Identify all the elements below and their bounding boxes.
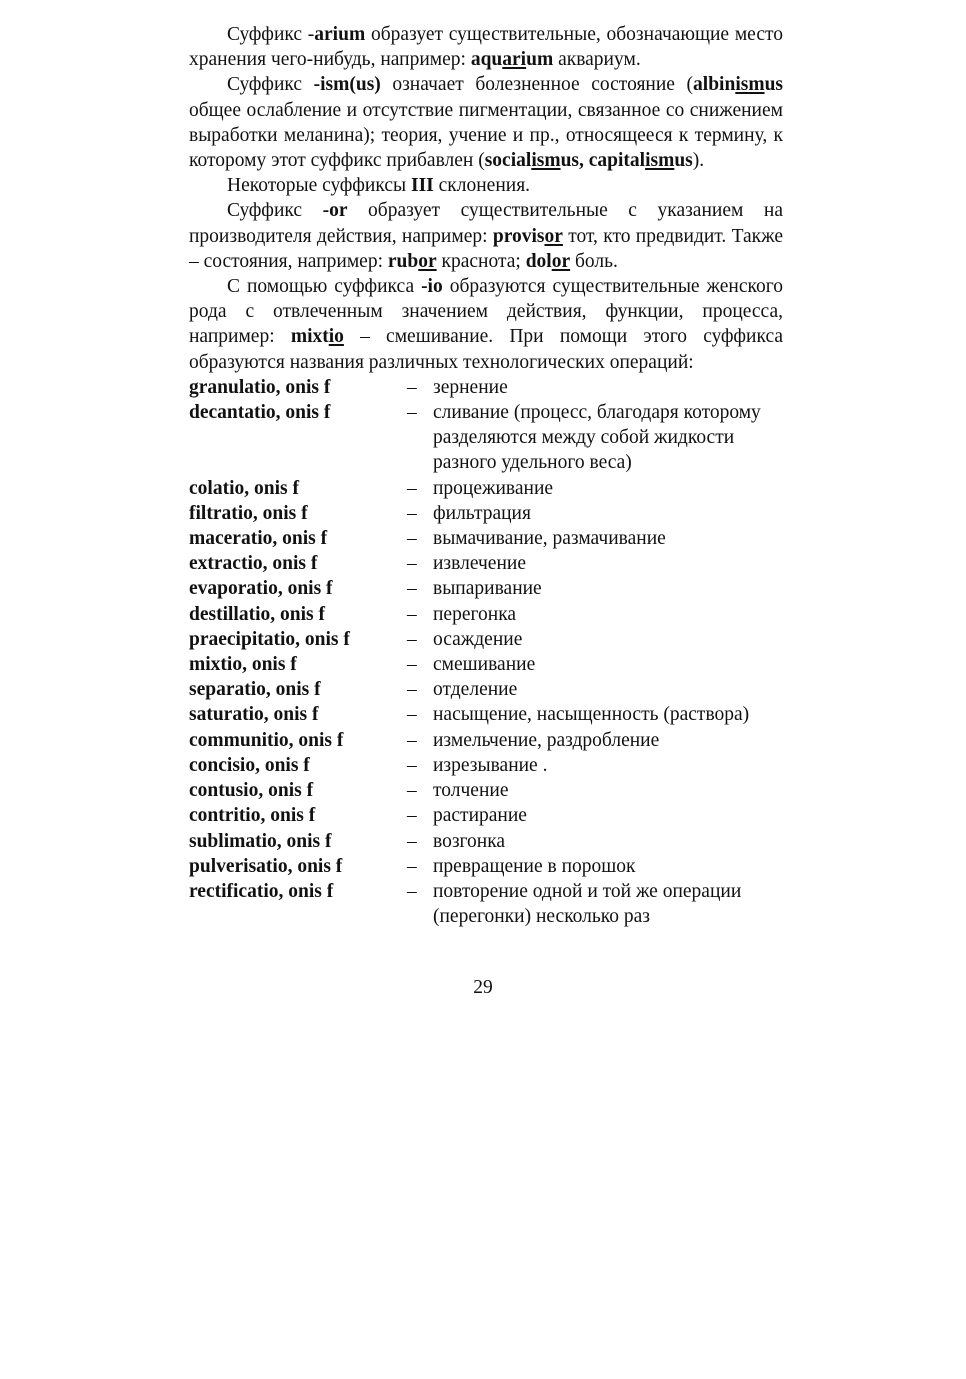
text-run: означает болезненное состояние ( (380, 74, 694, 96)
term-definition: возгонка (433, 830, 506, 852)
term-latin: decantatio, onis f (189, 402, 331, 424)
bold-term: aqu (470, 49, 503, 71)
text-run: образует существительные, обозначающие место хранения чего-нибудь, например: (189, 24, 783, 71)
term-row (189, 677, 789, 702)
bold-term: or (544, 225, 563, 247)
bold-term: rub (387, 250, 419, 272)
text-run: образуются существительные женского рода с отвлеченным значением действия, функции, процесса, например: (189, 276, 783, 348)
text-run: образует существительные с указанием на производителя действия, например: (189, 200, 783, 247)
term-dash: – (407, 855, 417, 877)
term-latin: separatio, onis f (189, 679, 321, 701)
term-row (189, 476, 789, 501)
para-arium (189, 22, 783, 72)
term-row (189, 400, 789, 476)
bold-term: ism (531, 150, 561, 172)
term-dash: – (407, 805, 417, 827)
terms-table (189, 375, 789, 929)
text-paragraphs (189, 22, 783, 375)
text-run: общее ослабление и отсутствие пигментации, связанное со снижением выработки меланина); теория, учение и пр., относящееся к термину, к которому этот суффикс прибавлен ( (189, 99, 783, 172)
bold-term: mixt (290, 326, 329, 348)
term-dash: – (407, 780, 417, 802)
term-definition: вымачивание, размачивание (433, 528, 666, 550)
bold-term: or (551, 250, 571, 272)
term-definition: смешивание (433, 654, 536, 676)
term-latin: praecipitatio, onis f (189, 628, 350, 650)
term-latin: pulverisatio, onis f (189, 855, 343, 877)
term-row (189, 602, 789, 627)
para-third-declension (189, 173, 783, 198)
term-latin: extractio, onis f (189, 553, 318, 575)
text-run: боль. (570, 250, 618, 272)
bold-term: um (526, 49, 554, 71)
para-io (189, 274, 783, 375)
term-definition: отделение (433, 679, 518, 701)
term-definition: перегонка (433, 603, 517, 625)
page-body (189, 22, 783, 929)
term-dash: – (407, 477, 417, 499)
term-latin: evaporatio, onis f (189, 578, 333, 600)
text-run: Суффикс (227, 200, 323, 222)
term-definition: насыщение, насыщенность (раствора) (433, 704, 750, 726)
term-dash: – (407, 679, 417, 701)
term-dash: – (407, 376, 417, 398)
bold-term: -or (322, 200, 348, 222)
bold-term: us (764, 74, 783, 96)
term-dash: – (407, 578, 417, 600)
bold-term: io (328, 326, 344, 348)
bold-term: -ism(us) (313, 74, 381, 96)
term-definition: процеживание (433, 477, 554, 499)
term-definition: фильтрация (433, 502, 531, 524)
term-latin: contusio, onis f (189, 780, 314, 802)
term-latin: colatio, onis f (189, 477, 299, 499)
text-run: Суффикс - (227, 24, 315, 45)
bold-term: -io (421, 276, 443, 298)
term-definition: изрезывание . (433, 754, 548, 776)
bold-term: or (418, 250, 437, 272)
text-run: аквариум. (553, 49, 641, 71)
term-row (189, 375, 789, 400)
bold-term: ism (645, 150, 675, 172)
term-dash: – (407, 729, 417, 751)
text-run: тот, кто предвидит. Также – состояния, например: (189, 225, 783, 272)
para-or (189, 198, 783, 274)
bold-term: us, capital (560, 150, 646, 172)
term-latin: destillatio, onis f (189, 603, 325, 625)
term-definition: превращение в порошок (433, 855, 636, 877)
term-definition: зернение (433, 376, 508, 398)
term-dash: – (407, 528, 417, 550)
para-ismus (189, 72, 783, 173)
text-run: склонения. (433, 175, 531, 197)
term-dash: – (407, 880, 417, 902)
term-definition: растирание (433, 805, 527, 827)
term-dash: – (407, 704, 417, 726)
term-latin: rectificatio, onis f (189, 880, 334, 902)
text-run: ). (692, 150, 705, 172)
term-definition: выпаривание (433, 578, 542, 600)
term-definition: измельчение, раздробление (433, 729, 660, 751)
bold-term: arium (314, 24, 366, 45)
term-row (189, 879, 789, 929)
term-row (189, 576, 789, 601)
term-row (189, 501, 789, 526)
term-dash: – (407, 402, 417, 424)
term-row (189, 526, 789, 551)
term-row (189, 854, 789, 879)
term-row (189, 803, 789, 828)
term-latin: granulatio, onis f (189, 376, 331, 398)
term-latin: communitio, onis f (189, 729, 344, 751)
term-latin: mixtio, onis f (189, 654, 297, 676)
bold-term: ism (735, 74, 765, 96)
term-definition: извлечение (433, 553, 526, 575)
bold-term: us (674, 150, 693, 172)
term-row (189, 652, 789, 677)
term-latin: filtratio, onis f (189, 502, 308, 524)
term-definition: повторение одной и той же операции (перегонки) несколько раз (433, 880, 742, 928)
term-row (189, 753, 789, 778)
bold-term: dol (525, 250, 552, 272)
term-dash: – (407, 502, 417, 524)
term-latin: saturatio, onis f (189, 704, 319, 726)
text-run: С помощью суффикса (227, 276, 422, 298)
term-row (189, 627, 789, 652)
term-row (189, 829, 789, 854)
term-definition: осаждение (433, 628, 523, 650)
term-row (189, 551, 789, 576)
bold-term: III (410, 175, 434, 197)
text-run: – смешивание. При помощи этого суффикса образуются названия различных технологических операций: (189, 326, 784, 373)
term-dash: – (407, 830, 417, 852)
term-latin: contritio, onis f (189, 805, 316, 827)
bold-term: provis (492, 225, 545, 247)
term-dash: – (407, 628, 417, 650)
term-row (189, 728, 789, 753)
term-latin: maceratio, onis f (189, 528, 328, 550)
term-dash: – (407, 754, 417, 776)
bold-term: ari (502, 49, 527, 71)
text-run: краснота; (436, 250, 526, 272)
term-definition: сливание (процесс, благодаря которому разделяются между собой жидкости разного удельного веса) (433, 402, 761, 474)
term-latin: sublimatio, onis f (189, 830, 332, 852)
bold-term: albin (693, 74, 736, 96)
page-number: 29 (473, 977, 493, 998)
term-definition: толчение (433, 780, 509, 802)
term-row (189, 702, 789, 727)
term-dash: – (407, 603, 417, 625)
term-row (189, 778, 789, 803)
term-dash: – (407, 654, 417, 676)
bold-term: social (484, 150, 532, 172)
term-latin: concisio, onis f (189, 754, 310, 776)
text-run: Суффикс (227, 74, 314, 96)
text-run: Некоторые суффиксы (227, 175, 411, 197)
term-dash: – (407, 553, 417, 575)
